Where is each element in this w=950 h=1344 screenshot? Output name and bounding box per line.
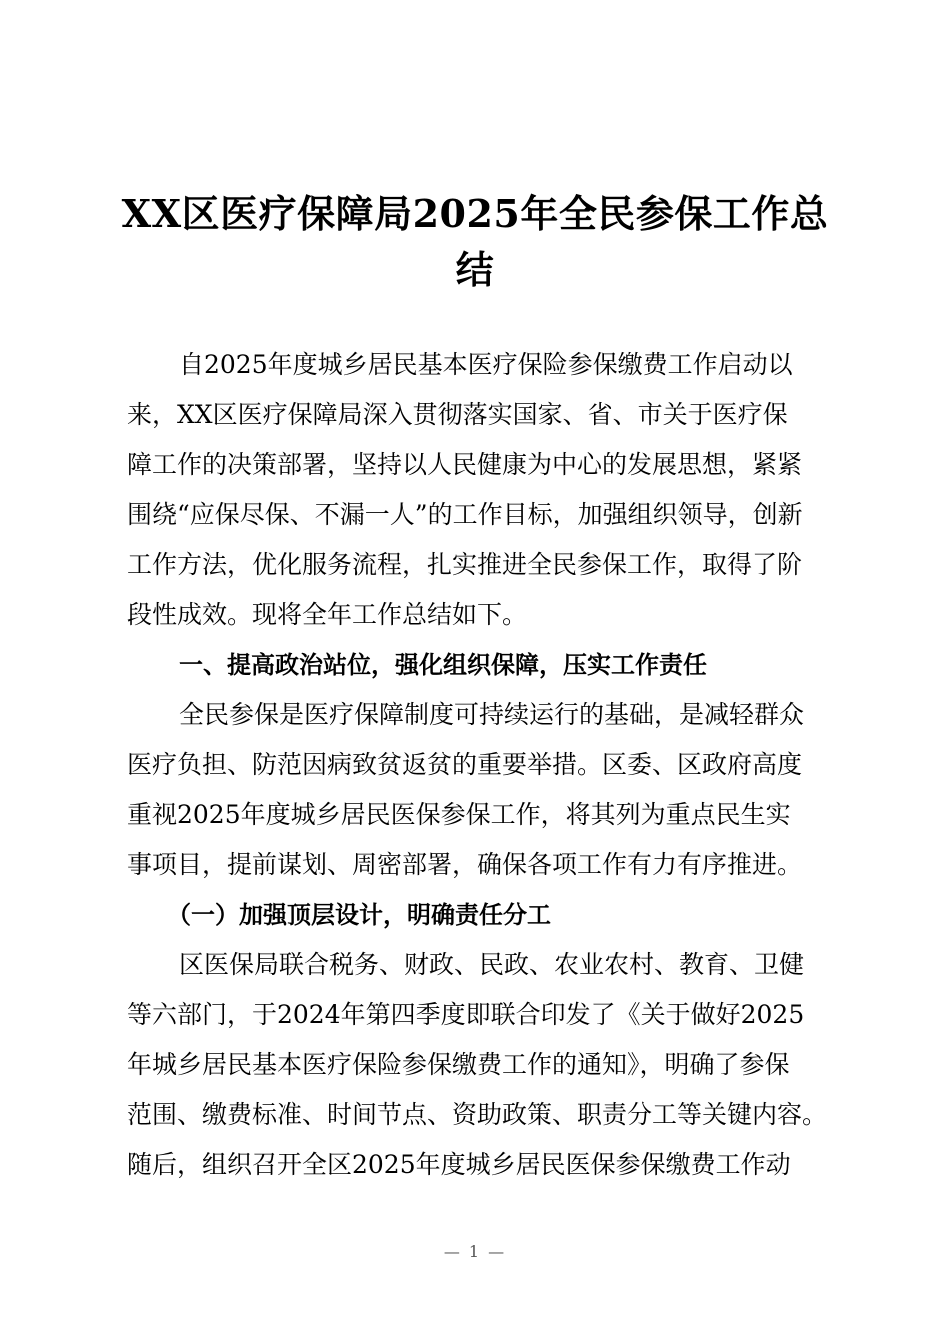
paragraph-section1-line: 重视2025年度城乡居民医保参保工作，将其列为重点民生实	[127, 800, 791, 829]
title-line-1: XX区医疗保障局2025年全民参保工作总	[121, 191, 829, 236]
section-heading-1: 一、提高政治站位，强化组织保障，压实工作责任	[179, 651, 707, 679]
paragraph-subsection1-line: 区医保局联合税务、财政、民政、农业农村、教育、卫健	[179, 950, 805, 979]
paragraph-section1-line: 医疗负担、防范因病致贫返贫的重要举措。区委、区政府高度	[127, 750, 803, 779]
title-line-2: 结	[455, 247, 495, 292]
paragraph-intro-line: 障工作的决策部署，坚持以人民健康为中心的发展思想，紧紧	[127, 450, 803, 479]
paragraph-intro-line: 来，XX区医疗保障局深入贯彻落实国家、省、市关于医疗保	[127, 400, 788, 429]
document-title	[110, 186, 840, 298]
paragraph-intro-line: 自2025年度城乡居民基本医疗保险参保缴费工作启动以	[179, 350, 793, 379]
paragraph-section1-line: 全民参保是医疗保障制度可持续运行的基础，是减轻群众	[179, 700, 805, 729]
paragraph-intro-line: 围绕“应保尽保、不漏一人”的工作目标，加强组织领导，创新	[127, 500, 803, 529]
document-body	[127, 340, 827, 1190]
subsection-heading-1: （一）加强顶层设计，明确责任分工	[167, 901, 551, 929]
paragraph-intro-line: 段性成效。现将全年工作总结如下。	[127, 600, 528, 629]
paragraph-subsection1-line: 年城乡居民基本医疗保险参保缴费工作的通知》，明确了参保	[127, 1050, 790, 1079]
page-number: — 1 —	[443, 1242, 507, 1261]
paragraph-section1-line: 事项目，提前谋划、周密部署，确保各项工作有力有序推进。	[127, 850, 803, 879]
paragraph-subsection1-line: 范围、缴费标准、时间节点、资助政策、职责分工等关键内容。	[127, 1100, 828, 1129]
paragraph-subsection1-line: 等六部门，于2024年第四季度即联合印发了《关于做好2025	[127, 1000, 805, 1029]
paragraph-intro-line: 工作方法，优化服务流程，扎实推进全民参保工作，取得了阶	[127, 550, 803, 579]
paragraph-subsection1-line: 随后，组织召开全区2025年度城乡居民医保参保缴费工作动	[127, 1150, 791, 1179]
